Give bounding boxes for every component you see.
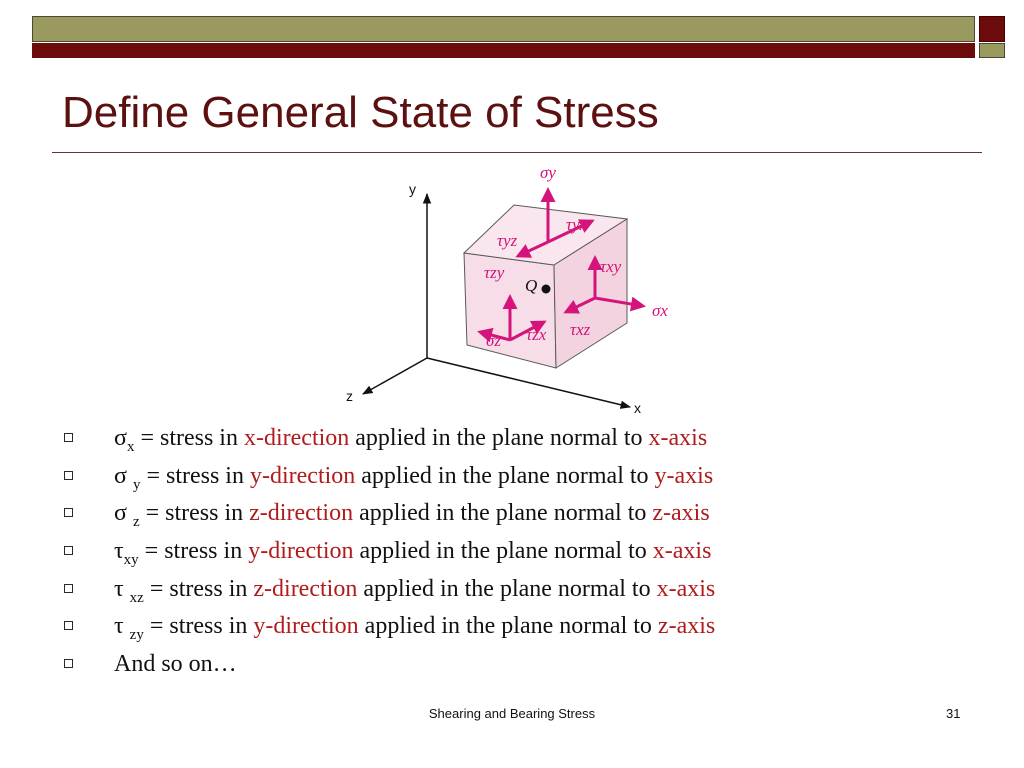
axis-text: x-axis [656, 575, 716, 602]
z-axis-label: z [346, 388, 353, 404]
stress-subscript: x [126, 439, 135, 455]
stress-symbol: σ [114, 462, 133, 489]
header-corner-olive [979, 43, 1005, 58]
footer-text: Shearing and Bearing Stress [428, 706, 596, 721]
header-corner-maroon [979, 16, 1005, 42]
point-q-label: Q [525, 276, 538, 295]
equals-text: = stress in [139, 500, 250, 527]
list-item [62, 646, 1002, 684]
square-bullet-icon [64, 659, 73, 668]
equals-text: = stress in [134, 425, 244, 451]
stress-subscript: z [132, 514, 140, 531]
sigma-x-label: σx [652, 301, 668, 320]
header-banner-olive [32, 16, 975, 42]
header-banner-maroon [32, 43, 975, 58]
sigma-y-label: σy [540, 163, 556, 182]
equals-text: = stress in [140, 462, 250, 489]
stress-element-diagram [330, 160, 690, 415]
slide-title: Define General State of Stress [62, 88, 659, 137]
stress-subscript: xz [129, 589, 144, 606]
list-item [62, 533, 1002, 571]
point-q-dot [542, 285, 551, 294]
tau-xz-label: τxz [570, 320, 591, 339]
square-bullet-icon [64, 433, 73, 442]
list-item [62, 420, 1002, 458]
direction-text: y-direction [249, 462, 356, 489]
stress-symbol: σ [114, 425, 127, 451]
list-item [62, 571, 1002, 609]
list-item [62, 495, 1002, 533]
sigma-z-label: σz [486, 331, 501, 350]
stress-symbol: τ [114, 538, 124, 565]
plane-text: applied in the plane normal to [349, 425, 649, 451]
stress-symbol: τ [114, 613, 130, 640]
square-bullet-icon [64, 621, 73, 630]
tau-yz-label: τyz [497, 231, 518, 250]
equals-text: = stress in [143, 575, 254, 602]
stress-subscript: xy [123, 552, 139, 569]
stress-symbol: σ [114, 500, 133, 527]
definition-list [62, 420, 1002, 684]
axis-text: z-axis [652, 500, 710, 527]
stress-subscript: y [132, 476, 141, 493]
title-divider [52, 152, 982, 153]
square-bullet-icon [64, 471, 73, 480]
axis-text: z-axis [657, 613, 716, 640]
plane-text: applied in the plane normal to [353, 500, 653, 527]
axis-text: x-axis [648, 425, 708, 451]
y-axis-label: y [409, 181, 416, 197]
direction-text: z-direction [253, 575, 358, 602]
plane-text: applied in the plane normal to [358, 613, 658, 640]
axis-text: x-axis [652, 538, 712, 565]
list-item [62, 608, 1002, 646]
tau-zx-label: τzx [526, 325, 547, 344]
z-axis-line [363, 358, 427, 394]
plane-text: applied in the plane normal to [357, 575, 657, 602]
direction-text: y-direction [253, 613, 359, 640]
tau-yx-label: τyx [566, 215, 588, 234]
plane-text: applied in the plane normal to [355, 462, 655, 489]
x-axis-line [427, 358, 630, 407]
x-axis-label: x [634, 400, 641, 415]
direction-text: y-direction [248, 538, 354, 565]
axis-text: y-axis [654, 462, 714, 489]
square-bullet-icon [64, 584, 73, 593]
direction-text: z-direction [249, 500, 354, 527]
plane-text: applied in the plane normal to [353, 538, 653, 565]
stress-subscript: zy [129, 627, 144, 644]
slide-number: 31 [946, 706, 961, 721]
tau-zy-label: τzy [484, 263, 505, 282]
equals-text: = stress in [143, 613, 254, 640]
equals-text: = stress in [138, 538, 249, 565]
tau-xy-label: τxy [600, 257, 622, 276]
closing-text: And so on… [114, 651, 237, 678]
square-bullet-icon [64, 508, 73, 517]
direction-text: x-direction [243, 425, 350, 451]
stress-symbol: τ [114, 575, 130, 602]
list-item [62, 458, 1002, 496]
square-bullet-icon [64, 546, 73, 555]
